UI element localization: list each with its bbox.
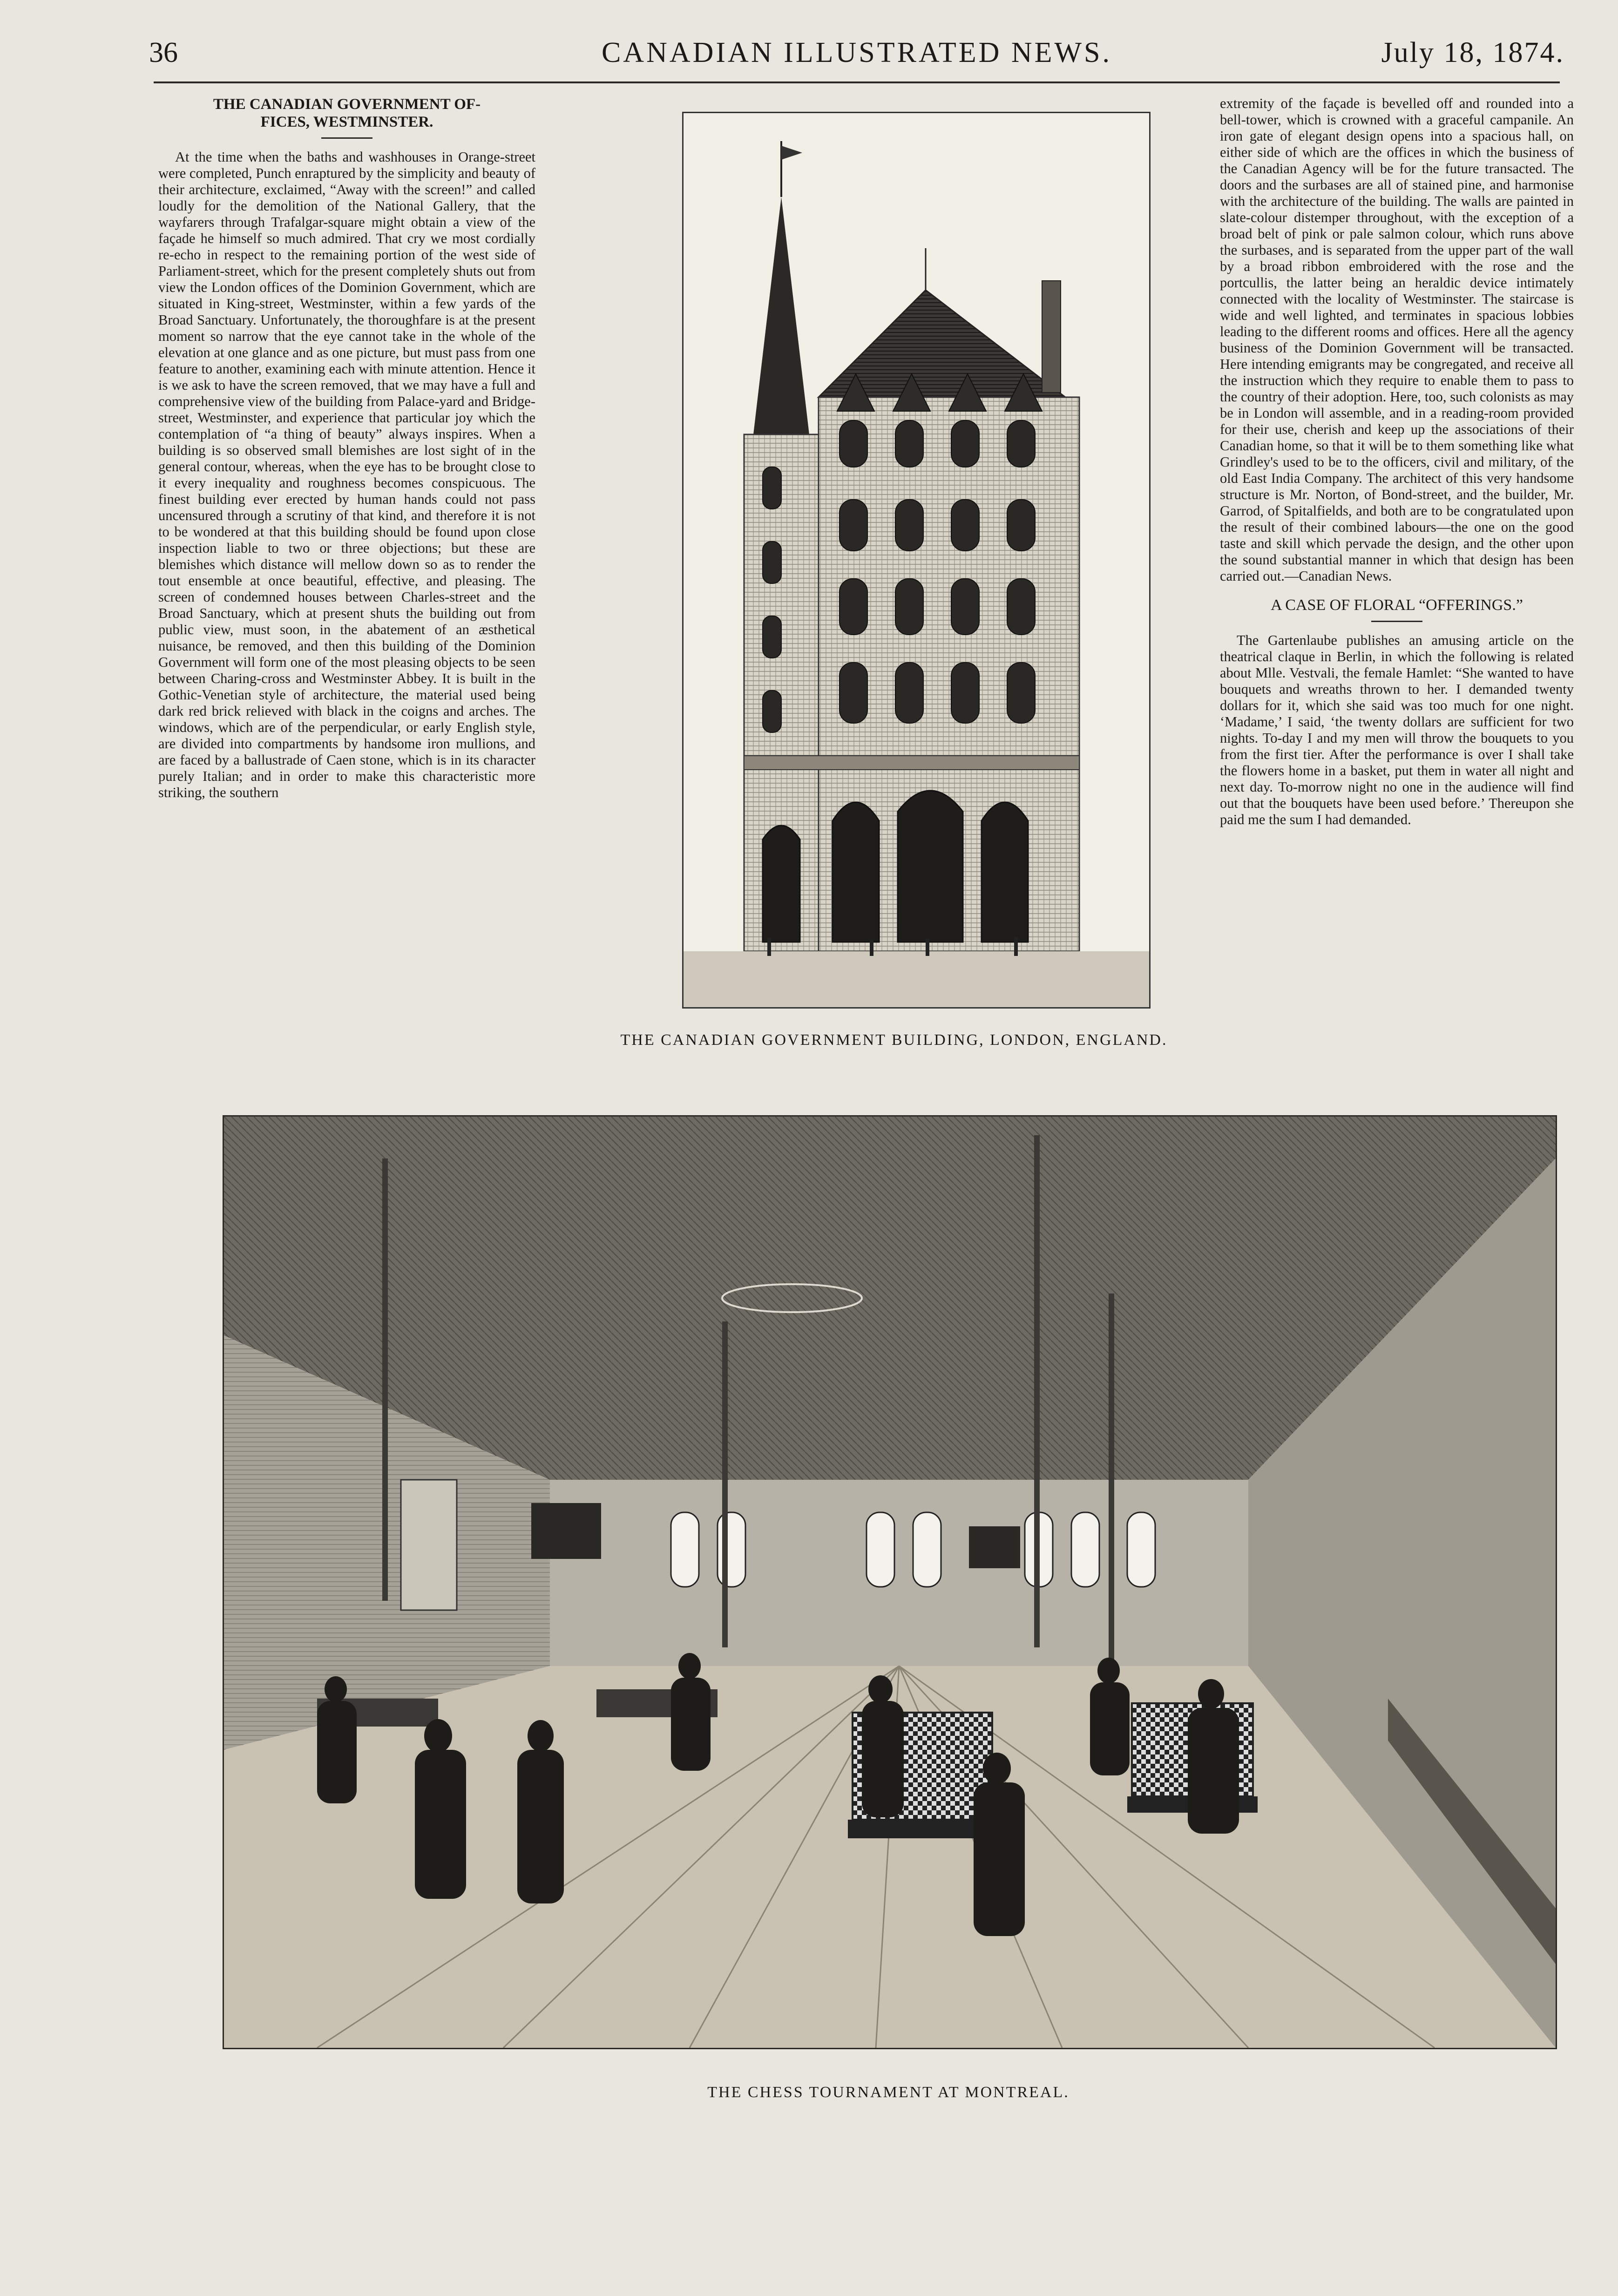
- title-rule: [321, 137, 372, 139]
- article-body-part1: At the time when the baths and washhouses in Orange-street were completed, Punch enraptured by the simplicity and beauty of their architecture, exclaimed, “Away with the screen!” and called loudly for the demolition of the National Gallery, that the wayfarers through Trafalgar-square might obtain a view of the façade he himself so much admired. That cry we most cordially re-echo in respect to the remaining portion of the west side of Parliament-street, which for the present completely shuts out from view the London offices of the Dominion Government, which are situated in King-street, Westminster, within a few yards of the Broad Sanctuary. Unfortunately, the thoroughfare is at the present moment so narrow that the eye cannot take in the whole of the elevation at one glance and as one picture, but must pass from one feature to another, examining each with minute attention. Hence it is we ask to have the screen removed, that we may have a full and comprehensive view of the building from Palace-yard and Bridge-street, Westminster, and experience that particular joy which the contemplation of “a thing of beauty” always inspires. When a building is so observed small blemishes are lost sight of in the general contour, whereas, when the eye has to be brought close to it every inequality and roughness becomes conspicuous. The finest building ever erected by human hands could not pass uncensured through a scrutiny of that kind, and therefore it is not to be wondered at that this building should be found upon close inspection liable to two or three objections; but these are blemishes which distance will mellow down so as to render the tout ensemble at once beautiful, effective, and pleasing. The screen of condemned houses between Charles-street and the Broad Sanctuary, which at present shuts the building out from public view, must soon, in the abatement of an æsthetical nuisance, be removed, and then this building of the Dominion Government will form one of the most pleasing objects to be seen between Charing-cross and Westminster Abbey. It is built in the Gothic-Venetian style of architecture, the material used being dark red brick relieved with black in the coigns and arches. The windows, which are of the perpendicular, or early English style, are divided into compartments by handsome iron mullions, and are faced by a ballustrade of Caen stone, which is in its character purely Italian; and in order to make this characteristic more striking, the southern: [158, 149, 535, 800]
- masthead: [149, 36, 1564, 74]
- page-number: 36: [149, 37, 178, 68]
- right-column: [1220, 95, 1574, 828]
- article-title-line: FICES, WESTMINSTER.: [260, 114, 433, 130]
- floral-article-title: A CASE OF FLORAL “OFFERINGS.”: [1271, 596, 1523, 614]
- chess-illustration: [223, 1115, 1557, 2049]
- building-illustration: [682, 112, 1151, 1009]
- title-rule: [1371, 621, 1422, 622]
- masthead-rule: [154, 81, 1560, 83]
- article-title-line: THE CANADIAN GOVERNMENT OF-: [213, 96, 481, 113]
- article-title: [158, 95, 535, 131]
- issue-date: July 18, 1874.: [1381, 37, 1564, 68]
- building-engraving: [684, 113, 1149, 1007]
- chess-engraving: [224, 1117, 1556, 2048]
- article-government-offices: [158, 95, 535, 801]
- building-caption: THE CANADIAN GOVERNMENT BUILDING, LONDON, ENGLAND.: [620, 1031, 1168, 1049]
- article-body-part2: extremity of the façade is bevelled off and rounded into a bell-tower, which is crowned with a graceful campanile. An iron gate of elegant design opens into a spacious hall, on either side of which are the offices in which the business of the Canadian Agency will be for the future transacted. The doors and the surbases are all of stained pine, and harmonise with the architecture of the building. The walls are painted in slate-colour distemper throughout, with the exception of a broad belt of pink or pale salmon colour, which runs above the surbases, and is separated from the upper part of the wall by a broad ribbon embroidered with the rose and the portcullis, the latter being an heraldic device intimately connected with the locality of Westminster. The staircase is wide and well lighted, and terminates in spacious lobbies leading to the different rooms and offices. Here all the agency business of the Dominion Government will be transacted. Here intending emigrants may be congregated, and receive all the instruction which they require to enable them to pass to the country of their adoption. Here, too, such colonists as may be in London will assemble, and in a reading-room provided for their use, cherish and keep up the associations of their Canadian home, so that it will be to them something like what Grindley's used to be to the officers, civil and military, of the old East India Company. The architect of this very handsome structure is Mr. Norton, of Bond-street, and the builder, Mr. Garrod, of Spitalfields, and both are to be congratulated upon the result of their combined labours—the one on the good taste and skill which pervade the design, and the other upon the sound substantial manner in which that design has been carried out.—Canadian News.: [1220, 95, 1574, 584]
- chess-caption: THE CHESS TOURNAMENT AT MONTREAL.: [707, 2084, 1070, 2101]
- floral-article-body: The Gartenlaube publishes an amusing article on the theatrical claque in Berlin, in which the following is related about Mlle. Vestvali, the female Hamlet: “She wanted to have bouquets and wreaths thrown to her. I demanded twenty dollars for it, which she said was too much for one night. ‘Madame,’ I said, ‘the twenty dollars are sufficient for two nights. To-day I and my men will throw the bouquets to you from the first tier. After the performance is over I shall take the flowers home in a basket, put them in water all night and next day. To-morrow night no one in the audience will find out that the bouquets have been used before.’ Thereupon she paid me the sum I had demanded.: [1220, 632, 1574, 827]
- paper-name: CANADIAN ILLUSTRATED NEWS.: [601, 37, 1112, 68]
